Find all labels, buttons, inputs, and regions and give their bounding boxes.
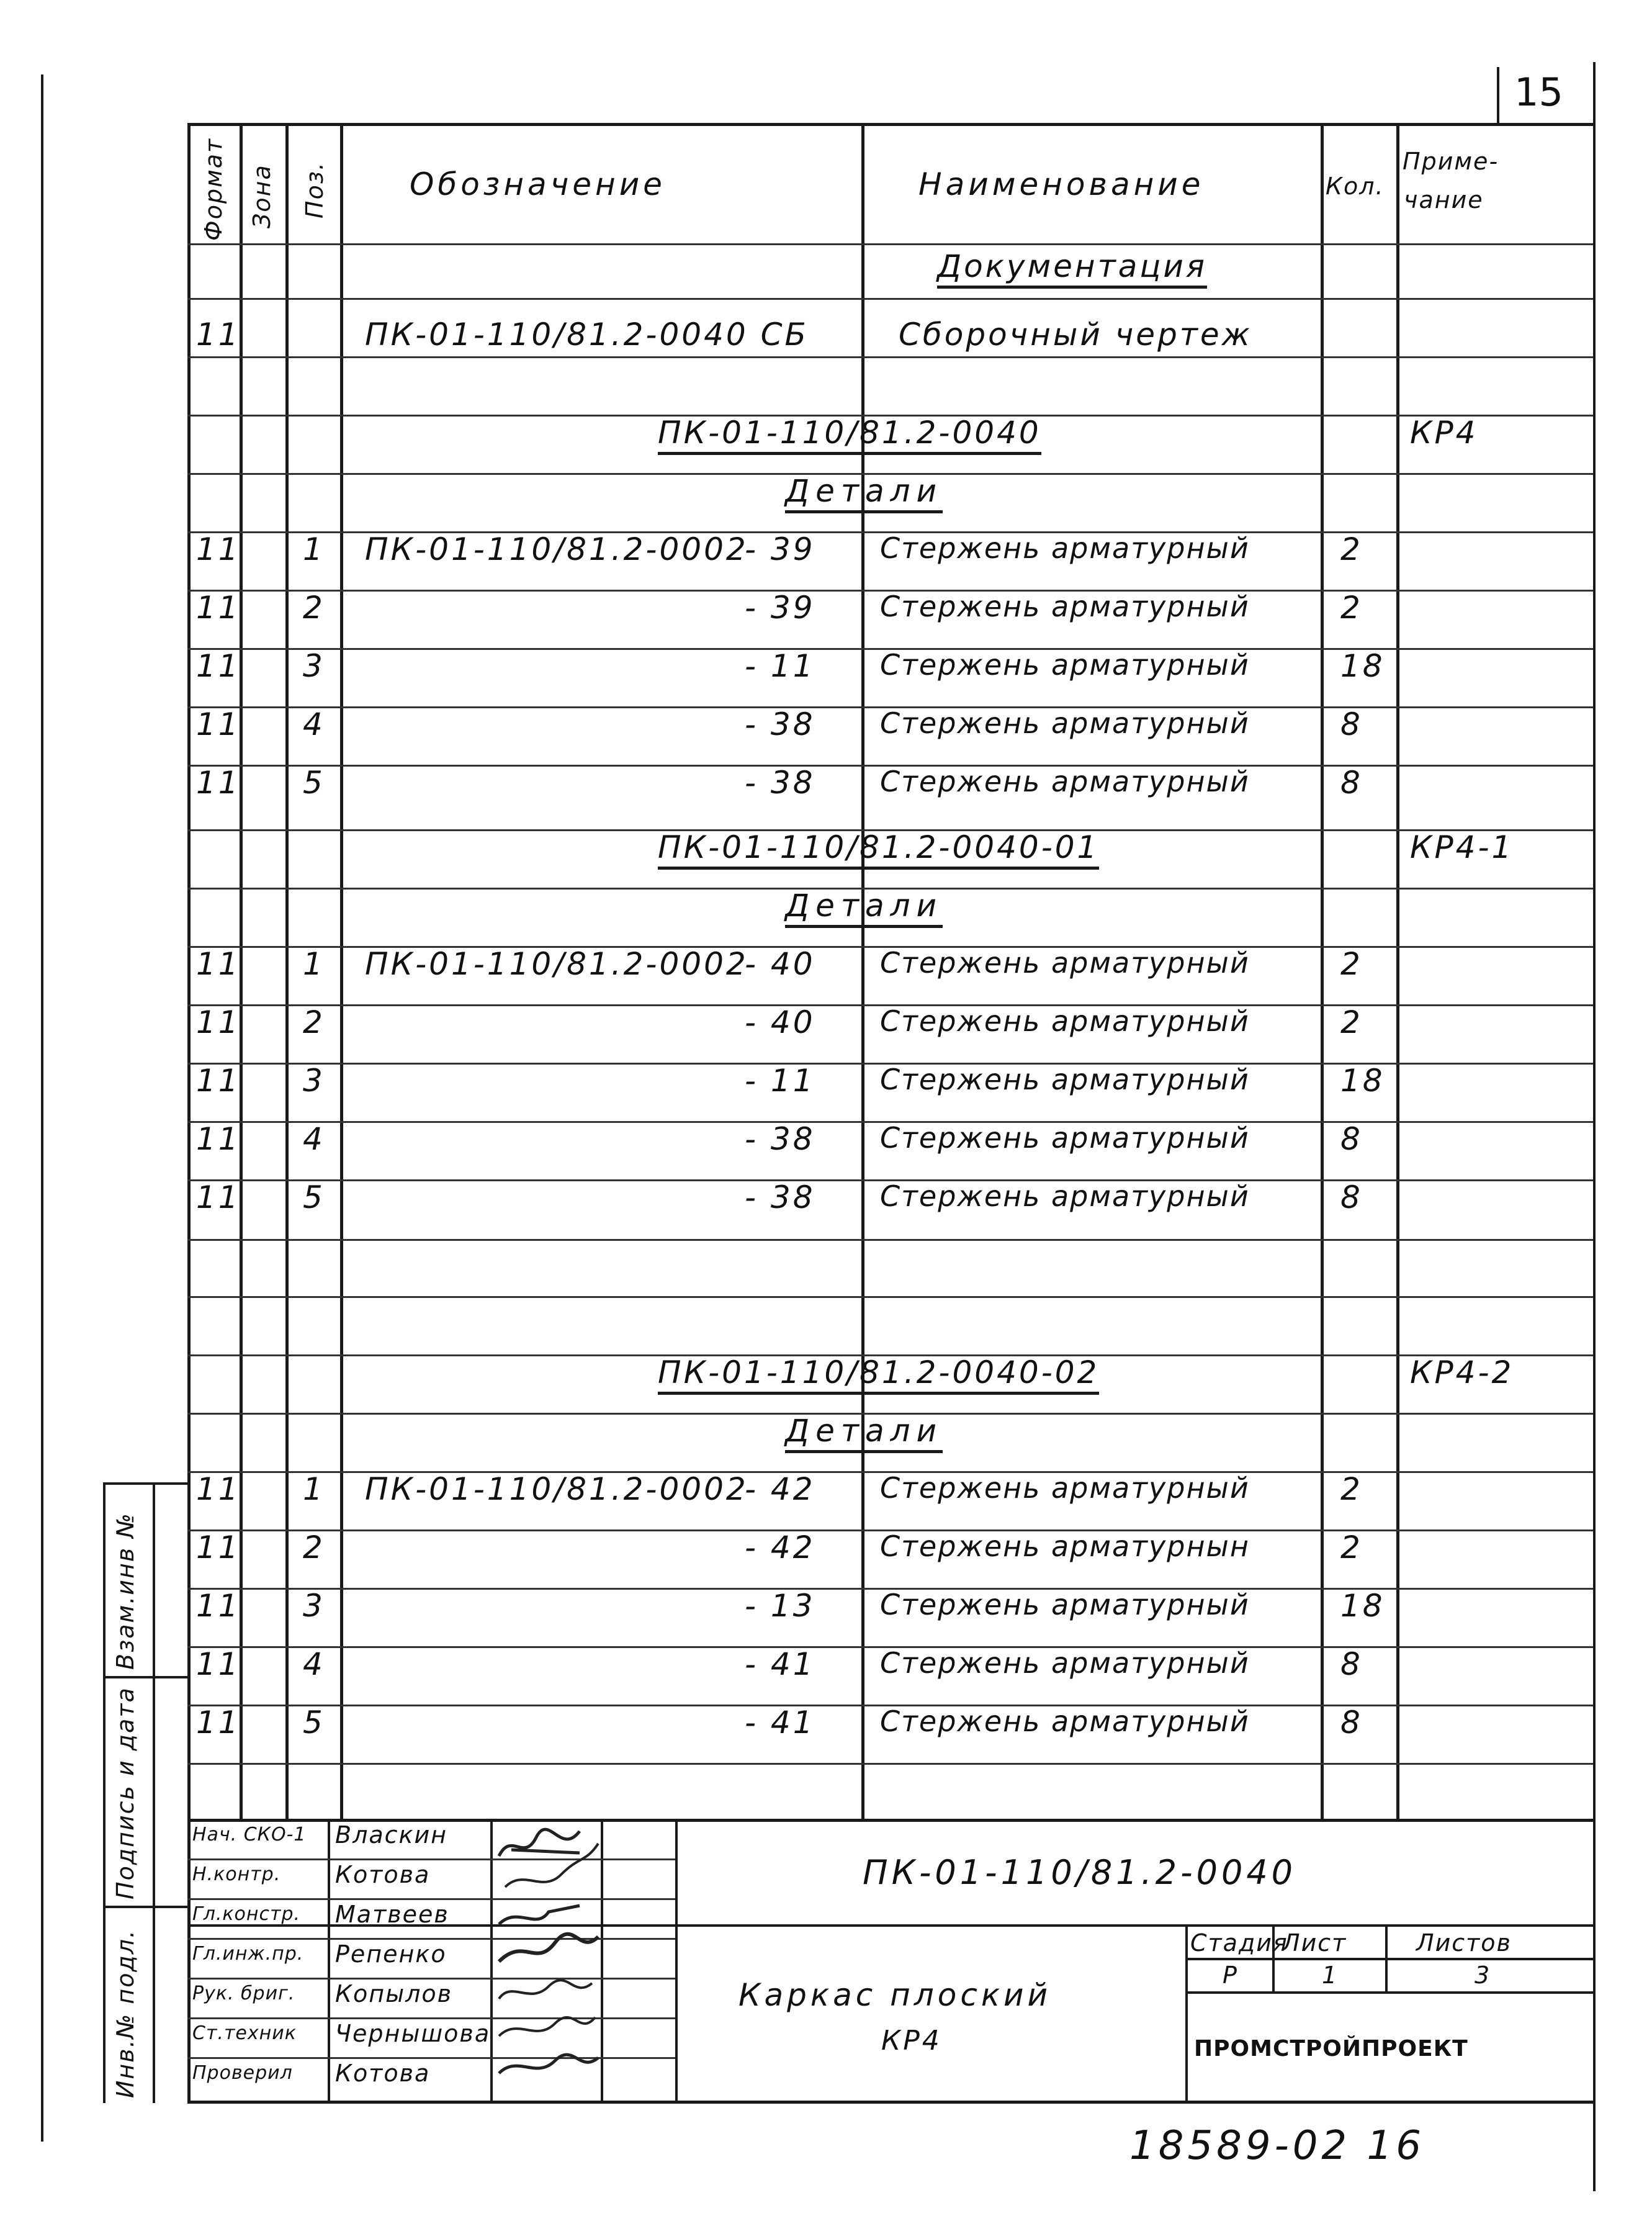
row-format: 11 xyxy=(196,1646,241,1682)
row-format: 11 xyxy=(196,765,241,801)
staff-name: Чернышова xyxy=(335,2020,491,2047)
tb-sheet-value: 1 xyxy=(1322,1962,1339,1989)
row-qty: 2 xyxy=(1340,1004,1363,1040)
row-suffix: - 38 xyxy=(745,1121,815,1157)
row-name: Стержень арматурный xyxy=(880,590,1250,623)
row-name: Стержень арматурный xyxy=(880,1004,1250,1038)
row-name: Стержень арматурный xyxy=(880,706,1250,740)
staff-name: Копылов xyxy=(335,1980,453,2007)
row-suffix: - 39 xyxy=(745,531,815,567)
row-name: Стержень арматурный xyxy=(880,1179,1250,1213)
side-stamp-divider-1 xyxy=(103,1676,187,1678)
side-stamp-right-line xyxy=(153,1482,155,2103)
row-qty: 8 xyxy=(1340,765,1363,801)
col-line-designation xyxy=(861,123,864,1821)
group-code: ПК-01-110/81.2-0040 xyxy=(658,415,1041,455)
staff-role: Гл.констр. xyxy=(192,1903,301,1925)
row-format: 11 xyxy=(196,1121,241,1157)
row-qty: 2 xyxy=(1340,946,1363,982)
row-format: 11 xyxy=(196,1063,241,1099)
row-pos: 4 xyxy=(303,706,325,742)
row-pos: 1 xyxy=(303,946,325,982)
header-zone: Зона xyxy=(248,164,276,228)
tb-sheets-value: 3 xyxy=(1475,1962,1491,1989)
tb-col-sheets xyxy=(1385,1924,1388,1993)
row-pos: 5 xyxy=(303,765,325,801)
staff-role: Гл.инж.пр. xyxy=(192,1943,304,1965)
tb-col-stage xyxy=(1185,1924,1188,2103)
left-margin-line xyxy=(41,74,43,2142)
tb-stage-value: Р xyxy=(1223,1962,1238,1989)
staff-name: Котова xyxy=(335,2060,431,2087)
group-subtitle: Детали xyxy=(785,1413,943,1453)
row-line xyxy=(187,243,1593,245)
col-line-qty xyxy=(1396,123,1399,1821)
row-name: Стержень арматурный xyxy=(880,1471,1250,1505)
row-suffix: - 41 xyxy=(745,1646,815,1682)
title-block-bottom-line xyxy=(187,2101,1593,2104)
row-line xyxy=(187,1763,1593,1765)
row-suffix: - 39 xyxy=(745,590,815,626)
page-number: 15 xyxy=(1514,70,1563,115)
row-pos: 4 xyxy=(303,1646,325,1682)
row-qty: 8 xyxy=(1340,1646,1363,1682)
row-designation: ПК-01-110/81.2-0002 xyxy=(365,531,748,567)
row-suffix: - 42 xyxy=(745,1529,815,1565)
staff-name: Котова xyxy=(335,1861,431,1888)
tb-stage-label: Стадия xyxy=(1190,1929,1288,1957)
row-qty: 18 xyxy=(1340,1063,1385,1099)
row-suffix: - 40 xyxy=(745,1004,815,1040)
doc-format: 11 xyxy=(196,317,241,353)
staff-role: Проверил xyxy=(192,2062,293,2084)
group-note: КР4-2 xyxy=(1410,1354,1514,1390)
frame-top-line xyxy=(187,123,1593,126)
row-pos: 5 xyxy=(303,1705,325,1741)
row-format: 11 xyxy=(196,648,241,684)
side-stamp-divider-2 xyxy=(103,1906,187,1908)
doc-name: Сборочный чертеж xyxy=(899,317,1252,353)
row-suffix: - 42 xyxy=(745,1471,815,1507)
row-name: Стержень арматурный xyxy=(880,1121,1250,1155)
row-suffix: - 13 xyxy=(745,1588,815,1624)
row-pos: 2 xyxy=(303,1529,325,1565)
side-stamp-top-line xyxy=(103,1482,187,1485)
staff-role: Ст.техник xyxy=(192,2022,297,2044)
row-name: Стержень арматурный xyxy=(880,1705,1250,1738)
row-format: 11 xyxy=(196,1471,241,1507)
row-qty: 2 xyxy=(1340,590,1363,626)
footer-number: 18589-02 16 xyxy=(1129,2123,1425,2169)
tb-title-line2: КР4 xyxy=(881,2025,942,2057)
row-format: 11 xyxy=(196,1004,241,1040)
row-pos: 3 xyxy=(303,648,325,684)
tb-sheets-label: Листов xyxy=(1416,1929,1512,1957)
col-line-zone xyxy=(285,123,289,1821)
group-subtitle: Детали xyxy=(785,888,943,928)
row-pos: 3 xyxy=(303,1063,325,1099)
side-stamp-left-line xyxy=(103,1482,105,2103)
tb-document-code: ПК-01-110/81.2-0040 xyxy=(863,1853,1297,1892)
row-format: 11 xyxy=(196,1705,241,1741)
row-line xyxy=(187,298,1593,300)
side-label-sign-date: Подпись и дата xyxy=(112,1687,139,1899)
row-qty: 8 xyxy=(1340,1121,1363,1157)
row-pos: 4 xyxy=(303,1121,325,1157)
frame-right-line xyxy=(1593,62,1596,2191)
row-designation: ПК-01-110/81.2-0002 xyxy=(365,946,748,982)
tb-col-date xyxy=(675,1819,678,2103)
row-line xyxy=(187,1296,1593,1298)
group-code: ПК-01-110/81.2-0040-02 xyxy=(658,1354,1099,1395)
row-qty: 8 xyxy=(1340,706,1363,742)
header-designation: Обозначение xyxy=(410,166,666,202)
tb-sheet-label: Лист xyxy=(1282,1929,1347,1957)
signatures xyxy=(487,1819,611,2104)
row-suffix: - 38 xyxy=(745,706,815,742)
row-qty: 18 xyxy=(1340,1588,1385,1624)
row-name: Стержень арматурный xyxy=(880,946,1250,980)
row-pos: 5 xyxy=(303,1179,325,1215)
row-pos: 2 xyxy=(303,590,325,626)
row-format: 11 xyxy=(196,946,241,982)
row-name: Стержень арматурный xyxy=(880,765,1250,798)
row-qty: 2 xyxy=(1340,1471,1363,1507)
group-note: КР4 xyxy=(1410,415,1478,451)
row-designation: ПК-01-110/81.2-0002 xyxy=(365,1471,748,1507)
row-qty: 2 xyxy=(1340,531,1363,567)
row-suffix: - 41 xyxy=(745,1705,815,1741)
row-format: 11 xyxy=(196,531,241,567)
row-name: Стержень арматурный xyxy=(880,1063,1250,1096)
row-name: Стержень арматурный xyxy=(880,531,1250,565)
row-format: 11 xyxy=(196,1588,241,1624)
row-name: Стержень арматурный xyxy=(880,648,1250,682)
group-subtitle: Детали xyxy=(785,473,943,513)
row-qty: 2 xyxy=(1340,1529,1363,1565)
tb-col-role xyxy=(328,1819,330,2103)
header-pos: Поз. xyxy=(301,161,328,218)
doc-designation: ПК-01-110/81.2-0040 СБ xyxy=(365,317,809,353)
tb-stage-line-2 xyxy=(1185,1991,1593,1994)
side-label-exchange-inv: Взам.инв № xyxy=(112,1512,139,1670)
page-number-box-line xyxy=(1497,67,1499,124)
tb-title-line1: Каркас плоский xyxy=(738,1977,1052,2013)
side-label-inv-orig: Инв.№ подл. xyxy=(112,1929,139,2098)
row-qty: 8 xyxy=(1340,1705,1363,1741)
group-code: ПК-01-110/81.2-0040-01 xyxy=(658,829,1099,870)
row-format: 11 xyxy=(196,706,241,742)
row-suffix: - 40 xyxy=(745,946,815,982)
staff-name: Матвеев xyxy=(335,1901,449,1928)
row-line xyxy=(187,1239,1593,1241)
row-pos: 1 xyxy=(303,531,325,567)
col-line-pos xyxy=(340,123,343,1821)
tb-stage-line-1 xyxy=(1185,1958,1593,1960)
staff-name: Власкин xyxy=(335,1821,448,1849)
row-name: Стержень арматурнын xyxy=(880,1529,1250,1563)
row-format: 11 xyxy=(196,590,241,626)
header-format: Формат xyxy=(200,137,227,241)
header-qty: Кол. xyxy=(1326,173,1385,200)
group-note: КР4-1 xyxy=(1410,829,1514,865)
col-line-name xyxy=(1321,123,1324,1821)
staff-role: Нач. СКО-1 xyxy=(192,1824,307,1845)
header-note-1: Приме- xyxy=(1403,148,1499,175)
row-qty: 8 xyxy=(1340,1179,1363,1215)
frame-left-line xyxy=(187,123,191,2103)
header-name: Наименование xyxy=(918,166,1205,202)
staff-role: Н.контр. xyxy=(192,1863,281,1885)
row-pos: 1 xyxy=(303,1471,325,1507)
row-suffix: - 11 xyxy=(745,1063,815,1099)
tb-organization: ПРОМСТРОЙПРОЕКТ xyxy=(1194,2036,1468,2061)
row-qty: 18 xyxy=(1340,648,1385,684)
staff-name: Репенко xyxy=(335,1940,447,1968)
row-pos: 3 xyxy=(303,1588,325,1624)
section-title-documentation: Документация xyxy=(937,248,1207,289)
row-name: Стержень арматурный xyxy=(880,1646,1250,1680)
header-note-2: чание xyxy=(1404,186,1484,214)
row-name: Стержень арматурный xyxy=(880,1588,1250,1621)
row-format: 11 xyxy=(196,1179,241,1215)
row-format: 11 xyxy=(196,1529,241,1565)
staff-role: Рук. бриг. xyxy=(192,1983,295,2004)
row-suffix: - 38 xyxy=(745,765,815,801)
row-pos: 2 xyxy=(303,1004,325,1040)
row-suffix: - 38 xyxy=(745,1179,815,1215)
row-suffix: - 11 xyxy=(745,648,815,684)
row-line xyxy=(187,356,1593,358)
